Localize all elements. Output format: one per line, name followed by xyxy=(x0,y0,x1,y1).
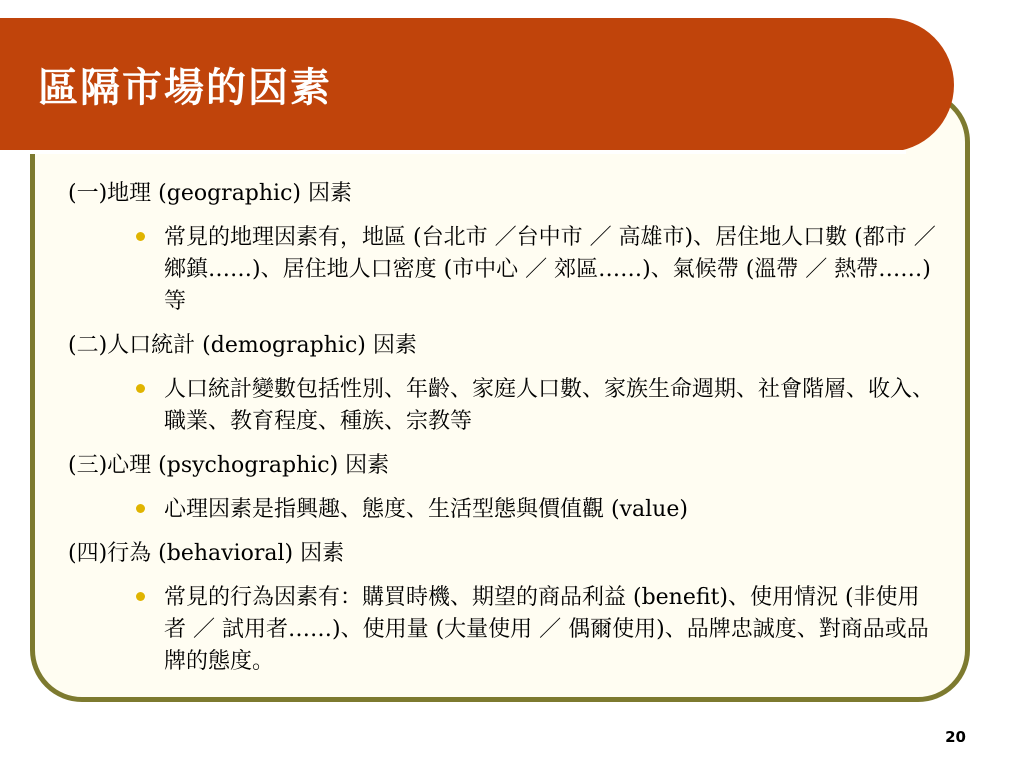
section-heading-demographic: (二)人口統計 (demographic) 因素 xyxy=(68,333,417,358)
page-number: 20 xyxy=(945,728,966,746)
bullet-dot-icon xyxy=(136,504,145,513)
section-heading-geographic: (一)地理 (geographic) 因素 xyxy=(68,181,352,206)
bullet-item-behavioral xyxy=(68,582,948,678)
slide-title: 區隔市場的因素 xyxy=(38,64,332,111)
title-underline xyxy=(0,150,906,154)
bullet-item-psychographic xyxy=(68,494,948,526)
title-bar xyxy=(0,18,954,152)
bullet-dot-icon xyxy=(136,592,145,601)
bullet-text: 常見的地理因素有，地區 (台北市 ／台中市 ／ 高雄市)、居住地人口數 (都市 ／ 鄉鎮……)、居住地人口密度 (市中心 ／ 郊區……)、氣候帶 (溫帶 ／ 熱帶……) 等 xyxy=(164,225,936,314)
bullet-text: 心理因素是指興趣、態度、生活型態與價值觀 (value) xyxy=(164,497,688,522)
bullet-item-geographic xyxy=(68,222,948,318)
bullet-text: 人口統計變數包括性別、年齡、家庭人口數、家族生命週期、社會階層、收入、職業、教育程度、種族、宗教等 xyxy=(164,377,935,434)
bullet-dot-icon xyxy=(136,232,145,241)
section-heading-behavioral: (四)行為 (behavioral) 因素 xyxy=(68,541,345,566)
bullet-text: 常見的行為因素有：購買時機、期望的商品利益 (benefit)、使用情況 (非使用者 ／ 試用者……)、使用量 (大量使用 ／ 偶爾使用)、品牌忠誠度、對商品或品牌的態度。 xyxy=(164,585,929,674)
section-heading-psychographic: (三)心理 (psychographic) 因素 xyxy=(68,453,390,478)
slide-content xyxy=(68,178,948,690)
bullet-dot-icon xyxy=(136,384,145,393)
bullet-item-demographic xyxy=(68,374,948,438)
